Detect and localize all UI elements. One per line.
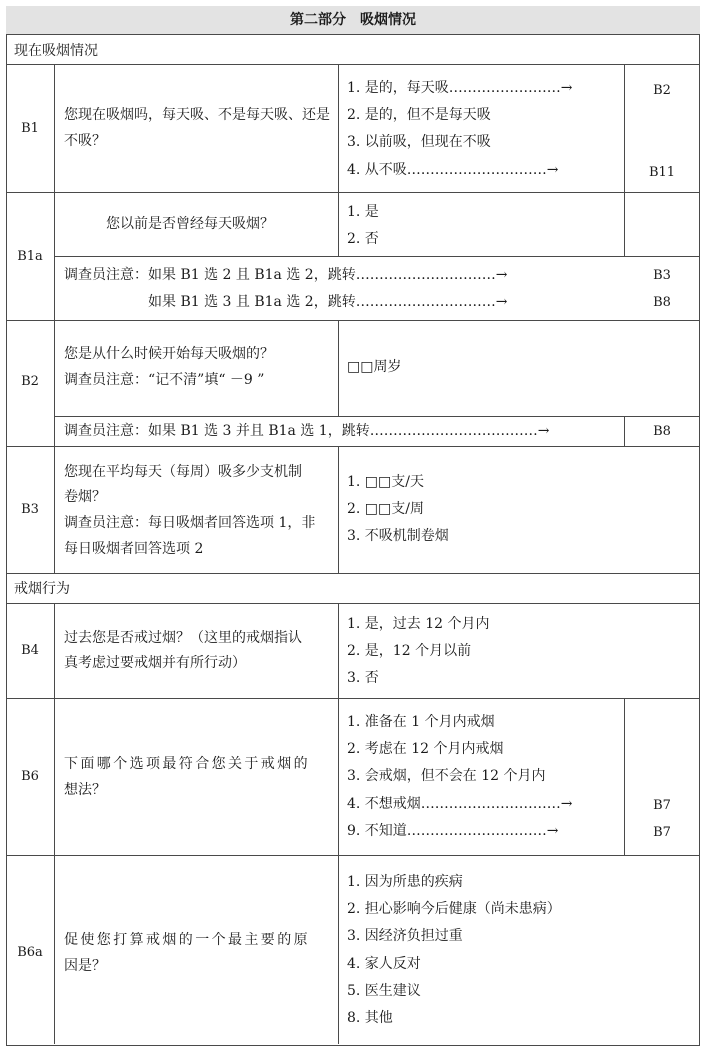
jump-b1a-1: B3 bbox=[653, 268, 671, 283]
option-b6a-2: 2. 担心影响今后健康（尚未患病） bbox=[347, 901, 561, 917]
note-b1a-1: 调查员注意：如果 B1 选 2 且 B1a 选 2，跳转…………………………→ bbox=[64, 267, 508, 283]
jump-b1a-2: B8 bbox=[653, 295, 671, 310]
question-code-b2: B2 bbox=[21, 374, 39, 389]
question-b3-line4: 每日吸烟者回答选项 2 bbox=[64, 541, 204, 557]
note-b1a-2: 如果 B1 选 3 且 B1a 选 2，跳转…………………………→ bbox=[148, 294, 508, 310]
question-b4-line2: 真考虑过要戒烟并有所行动） bbox=[64, 655, 246, 671]
option-b1-3: 3. 以前吸，但现在不吸 bbox=[347, 134, 491, 150]
option-b1-4: 4. 从不吸…………………………→ bbox=[347, 162, 559, 178]
jump-b2: B8 bbox=[653, 424, 671, 439]
question-code-b4: B4 bbox=[21, 643, 39, 658]
option-b6a-4: 4. 家人反对 bbox=[347, 956, 421, 972]
option-b6a-1: 1. 因为所患的疾病 bbox=[347, 874, 463, 890]
option-b3-3: 3. 不吸机制卷烟 bbox=[347, 528, 449, 544]
jump-b6-4: B7 bbox=[653, 798, 671, 813]
option-b3-2: 2. □□支/周 bbox=[347, 501, 424, 517]
option-b1a-2: 2. 否 bbox=[347, 231, 379, 247]
answer-b2: □□周岁 bbox=[347, 359, 402, 375]
question-b6a-line2: 因是？ bbox=[64, 958, 106, 974]
option-b6-4: 4. 不想戒烟…………………………→ bbox=[347, 796, 573, 812]
question-code-b1: B1 bbox=[21, 121, 39, 136]
option-b6a-3: 3. 因经济负担过重 bbox=[347, 928, 463, 944]
option-b4-1: 1. 是，过去 12 个月内 bbox=[347, 616, 490, 632]
page-title: 第二部分 吸烟情况 bbox=[290, 12, 416, 28]
option-b4-2: 2. 是，12 个月以前 bbox=[347, 643, 472, 659]
question-code-b6a: B6a bbox=[17, 945, 43, 960]
option-b6-9: 9. 不知道…………………………→ bbox=[347, 823, 559, 839]
question-b1: 您现在吸烟吗，每天吸、不是每天吸、还是不吸？ bbox=[64, 107, 330, 149]
option-b1a-1: 1. 是 bbox=[347, 204, 379, 220]
question-b1a: 您以前是否曾经每天吸烟？ bbox=[106, 216, 274, 232]
question-code-b6: B6 bbox=[21, 769, 39, 784]
note-b2: 调查员注意：如果 B1 选 3 并且 B1a 选 1，跳转………………………………→ bbox=[64, 423, 550, 439]
option-b6a-5: 5. 医生建议 bbox=[347, 983, 421, 999]
option-b4-3: 3. 否 bbox=[347, 670, 379, 686]
question-b3-line3: 调查员注意：每日吸烟者回答选项 1，非 bbox=[64, 515, 316, 531]
jump-b1-1: B2 bbox=[653, 83, 671, 98]
question-b3-line2: 卷烟？ bbox=[64, 489, 106, 505]
question-b6a-line1: 促使您打算戒烟的一个最主要的原 bbox=[64, 932, 310, 948]
survey-table bbox=[6, 6, 700, 1046]
question-b2-line1: 您是从什么时候开始每天吸烟的？ bbox=[64, 346, 274, 362]
question-b6-line1: 下面哪个选项最符合您关于戒烟的 bbox=[64, 756, 310, 772]
option-b6-2: 2. 考虑在 12 个月内戒烟 bbox=[347, 741, 504, 757]
option-b3-1: 1. □□支/天 bbox=[347, 474, 424, 490]
section-title-current: 现在吸烟情况 bbox=[14, 43, 98, 59]
question-b6-line2: 想法？ bbox=[64, 782, 106, 798]
option-b6-1: 1. 准备在 1 个月内戒烟 bbox=[347, 714, 495, 730]
jump-b1-4: B11 bbox=[648, 165, 676, 180]
question-b4-line1: 过去您是否戒过烟？（这里的戒烟指认 bbox=[64, 630, 302, 646]
option-b6a-8: 8. 其他 bbox=[347, 1010, 393, 1026]
question-code-b1a: B1a bbox=[17, 249, 43, 264]
option-b6-3: 3. 会戒烟，但不会在 12 个月内 bbox=[347, 768, 546, 784]
jump-b6-9: B7 bbox=[653, 825, 671, 840]
question-b2-line2: 调查员注意：“记不清”填“ －9 ” bbox=[64, 372, 265, 388]
option-b1-1: 1. 是的，每天吸……………………→ bbox=[347, 80, 573, 96]
option-b1-2: 2. 是的，但不是每天吸 bbox=[347, 107, 491, 123]
section-title-quit: 戒烟行为 bbox=[14, 581, 70, 597]
question-b3-line1: 您现在平均每天（每周）吸多少支机制 bbox=[64, 464, 302, 480]
question-code-b3: B3 bbox=[21, 502, 39, 517]
